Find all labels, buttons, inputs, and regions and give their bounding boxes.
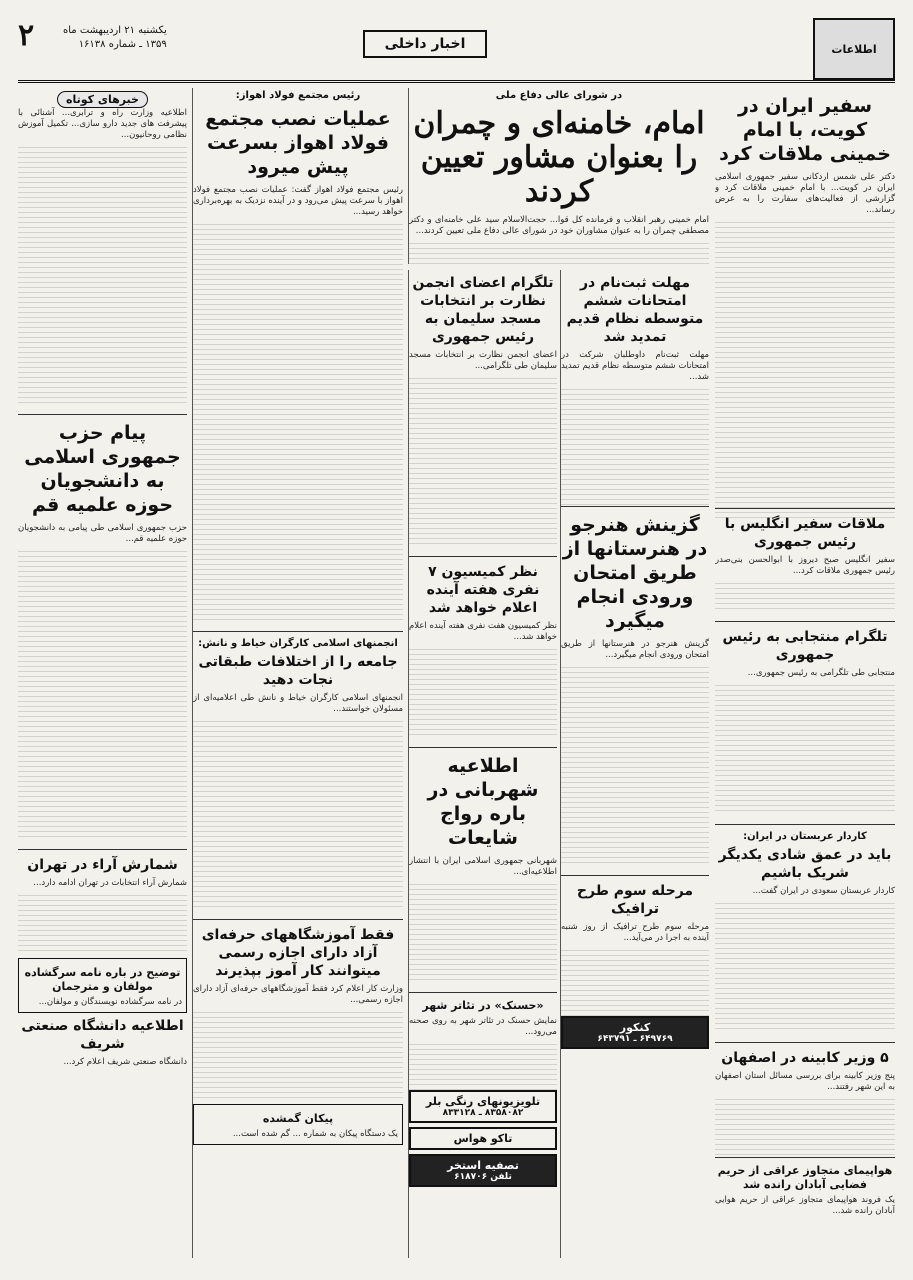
article-text: اطلاعیه وزارت راه و ترابری... آشنائی با پیشرفت های جدید دارو سازی... تکمیل آموزش نظامی روحانیون...: [18, 108, 187, 140]
headline-ambassador-kuwait: سفیر ایران در کویت، با امام خمینی ملاقات کرد: [719, 95, 891, 165]
section-label: اخبار داخلی: [363, 30, 487, 58]
text-lines: [561, 389, 709, 509]
ad-title: تاکو هواس: [453, 1132, 513, 1145]
text-lines: [18, 551, 187, 841]
headline-art-schools: گزینش هنرجو در هنرستانها از طریق امتحان ورودی انجام میگیرد: [562, 514, 708, 632]
headline-vocational: فقط آموزشگاههای حرفه‌ای آزاد دارای اجازه رسمی میتوانند کار آموز بپذیرند: [201, 927, 395, 979]
article-party-message: [18, 523, 187, 843]
right-column: [715, 88, 895, 1258]
headline-police: اطلاعیه شهربانی در باره رواج شایعات: [427, 755, 539, 849]
ad-title: کنکور: [619, 1021, 651, 1034]
page-number: ۲: [18, 18, 35, 53]
text-lines: [561, 667, 709, 867]
article-traffic: [561, 922, 709, 1012]
divider: [715, 824, 895, 825]
text-lines: [409, 649, 557, 739]
date-block: [63, 24, 167, 52]
article-british-ambassador: [715, 555, 895, 615]
divider: [409, 556, 557, 557]
article-text: نظر کمیسیون هفت نفری هفته آینده اعلام خواهد شد...: [409, 621, 557, 642]
text-lines: [18, 895, 187, 955]
article-text: انجمنهای اسلامی کارگران خیاط و نانش طی اعلامیه‌ای از مسئولان خواستند...: [193, 693, 403, 714]
notice-text: در نامه سرگشاده نویسندگان و مولفان...: [38, 997, 182, 1007]
article-text: منتجابی طی تلگرامی به رئیس جمهوری...: [747, 668, 895, 678]
ad-phone: ۸۳۵۸۰۸۲ ـ ۸۳۳۱۲۸: [442, 1108, 524, 1118]
article-saudi: [715, 886, 895, 1036]
headline-iraqi-plane: هواپیمای متجاوز عراقی از حریم فضایی آبادان رانده شد: [717, 1164, 893, 1191]
article-theater: [409, 1016, 557, 1086]
lead-kicker: در شورای عالی دفاع ملی: [495, 90, 623, 101]
lead-article: [409, 215, 709, 264]
article-vocational: [193, 984, 403, 1104]
lead-headline: امام، خامنه‌ای و چمران را بعنوان مشاور تعیین کردند: [413, 106, 705, 209]
article-text: امام خمینی رهبر انقلاب و فرمانده کل قوا... حجت‌الاسلام سید علی خامنه‌ای و دکتر مصطفی چمران را به عنوان مشاوران خود در شورای عالی دفاع ملی تعیین کردند...: [409, 215, 709, 236]
article-art-schools: [561, 639, 709, 869]
article-text: سفیر انگلیس صبح دیروز با ابوالحسن بنی‌صدر رئیس جمهوری ملاقات کرد...: [715, 555, 895, 576]
headline-registration: مهلت ثبت‌نام در امتحانات ششم متوسطه نظام قدیم تمدید شد: [566, 275, 704, 345]
article-text: اعضای انجمن نظارت بر انتخابات مسجد سلیمان طی تلگرامی...: [409, 350, 557, 371]
ad-title: تلویزیونهای رنگی بلر: [425, 1095, 541, 1108]
newspaper-logo: اطلاعات: [813, 18, 895, 80]
issue-line: ۱۳۵۹ ـ شماره ۱۶۱۳۸: [78, 39, 167, 50]
article-text: رئیس مجتمع فولاد اهواز گفت: عملیات نصب مجتمع فولاد اهواز با سرعت پیش می‌رود و در آینده نزدیک به بهره‌برداری خواهد رسید...: [193, 185, 403, 217]
headline-theater: «حسنک» در تئاتر شهر: [422, 999, 544, 1012]
article-text: دکتر علی شمس اردکانی سفیر جمهوری اسلامی ایران در کویت... با امام خمینی ملاقات کرد و گزارشی از فعالیت‌های سفارت را به عرض رساند...: [715, 172, 895, 215]
text-lines: [715, 685, 895, 815]
divider: [409, 747, 557, 748]
article-ministers-isfahan: [715, 1071, 895, 1151]
article-text: گزینش هنرجو در هنرستانها از طریق امتحان ورودی انجام میگیرد...: [561, 639, 709, 660]
headline-workers: جامعه را از اختلافات طبقاتی نجات دهید: [198, 654, 398, 688]
article-commission: [409, 621, 557, 741]
center-left-subcolumn: [408, 270, 557, 1258]
article-iraqi-plane: [715, 1195, 895, 1217]
masthead: [18, 18, 895, 83]
article-text: مهلت ثبت‌نام داوطلبان شرکت در امتحانات ششم متوسطه نظام قدیم تمدید شد...: [561, 350, 709, 382]
left-column: [18, 88, 187, 1258]
text-lines: [18, 147, 187, 407]
notice-title: پیکان گمشده: [262, 1112, 334, 1125]
article-registration: [561, 350, 709, 500]
article-text: حزب جمهوری اسلامی طی پیامی به دانشجویان حوزه علمیه قم...: [18, 523, 187, 544]
text-lines: [409, 1044, 557, 1094]
notice-text: یک دستگاه پیکان به شماره ... گم شده است...: [232, 1129, 398, 1139]
article-ambassador-kuwait: [715, 172, 895, 502]
divider: [715, 621, 895, 622]
headline-traffic: مرحله سوم طرح ترافیک: [576, 883, 694, 917]
article-text: دانشگاه صنعتی شریف اعلام کرد...: [63, 1057, 187, 1067]
text-lines: [409, 884, 557, 984]
headline-steel: عملیات نصب مجتمع فولاد اهواز بسرعت پیش میرود: [205, 108, 391, 178]
ad-tv: [409, 1090, 557, 1123]
ad-taco: [409, 1127, 557, 1150]
article-text: پنج وزیر کابینه برای بررسی مسائل استان اصفهان به این شهر رفتند...: [715, 1071, 895, 1092]
article-workers: [193, 693, 403, 913]
notice-lost-car: [193, 1104, 403, 1145]
divider: [18, 414, 187, 415]
headline-commission: نظر کمیسیون ۷ نفری هفته آینده اعلام خواهد شد: [426, 564, 540, 616]
lead-story: [408, 88, 709, 264]
ad-konkur: [561, 1016, 709, 1049]
ad-phone: تلفن ۶۱۸۷۰۶: [454, 1172, 512, 1182]
kicker-saudi: کاردار عربستان در ایران:: [743, 831, 867, 842]
headline-party-message: پیام حزب جمهوری اسلامی به دانشجویان حوزه علمیه قم: [24, 422, 181, 516]
text-lines: [193, 1012, 403, 1102]
article-text: شمارش آراء انتخابات در تهران ادامه دارد...: [33, 878, 187, 888]
article-vote-count: [18, 878, 187, 958]
headline-british-ambassador: ملاقات سفیر انگلیس با رئیس جمهوری: [724, 516, 886, 550]
text-lines: [409, 243, 709, 264]
text-lines: [715, 222, 895, 522]
text-lines: [715, 583, 895, 613]
notice-title: توضیح در باره نامه سرگشاده مولفان و مترجمان: [24, 966, 181, 993]
divider: [409, 992, 557, 993]
article-text: کاردار عربستان سعودی در ایران گفت...: [752, 886, 895, 896]
text-lines: [409, 378, 557, 548]
headline-ministers-isfahan: ۵ وزیر کابینه در اصفهان: [721, 1050, 889, 1066]
kicker-workers: انجمنهای اسلامی کارگران خیاط و نانش:: [198, 638, 398, 649]
article-text: مرحله سوم طرح ترافیک از روز شنبه آینده به اجرا در می‌آید...: [561, 922, 709, 943]
article-steel: [193, 185, 403, 625]
article-text: شهربانی جمهوری اسلامی ایران با انتشار اطلاعیه‌ای...: [409, 856, 557, 877]
center-right-subcolumn: [560, 270, 709, 1258]
text-lines: [715, 903, 895, 1033]
headline-sharif: اطلاعیه دانشگاه صنعتی شریف: [21, 1018, 184, 1052]
mid-column: [192, 88, 403, 1258]
article-telegram-president: [715, 668, 895, 818]
article-sharif: [18, 1057, 187, 1068]
headline-telegram-masjed: تلگرام اعضای انجمن نظارت بر انتخابات مسجد سلیمان به رئیس جمهوری: [412, 275, 554, 345]
article-text: یک فروند هواپیمای متجاوز عراقی از حریم هوایی آبادان رانده شد...: [715, 1195, 895, 1216]
short-news-badge: خبرهای کوتاه: [57, 91, 148, 108]
text-lines: [561, 950, 709, 1020]
text-lines: [193, 224, 403, 624]
ad-phone: ۶۴۹۷۶۹ ـ ۶۴۳۷۹۱: [597, 1034, 673, 1044]
divider: [193, 919, 403, 920]
short-news: [18, 108, 187, 408]
date-line: یکشنبه ۲۱ اردیبهشت ماه: [63, 25, 167, 36]
article-text: وزارت کار اعلام کرد فقط آموزشگاههای حرفه‌ای آزاد دارای اجازه رسمی...: [193, 984, 403, 1005]
headline-saudi: باید در عمق شادی یکدیگر شریک باشیم: [718, 847, 892, 881]
text-lines: [715, 1099, 895, 1159]
article-telegram-masjed: [409, 350, 557, 550]
headline-vote-count: شمارش آراء در تهران: [27, 857, 178, 873]
notice-open-letter: [18, 958, 187, 1013]
article-police: [409, 856, 557, 986]
article-text: نمایش حسنک در تئاتر شهر به روی صحنه می‌رود...: [409, 1016, 557, 1037]
divider: [715, 1042, 895, 1043]
divider: [561, 875, 709, 876]
kicker-steel: رئیس مجتمع فولاد اهواز:: [235, 90, 361, 101]
divider: [18, 849, 187, 850]
headline-telegram-president: تلگرام منتجابی به رئیس جمهوری: [722, 629, 888, 663]
text-lines: [193, 721, 403, 911]
ad-pool: [409, 1154, 557, 1187]
ad-title: تصفیه استخر: [447, 1159, 519, 1172]
divider: [193, 631, 403, 632]
